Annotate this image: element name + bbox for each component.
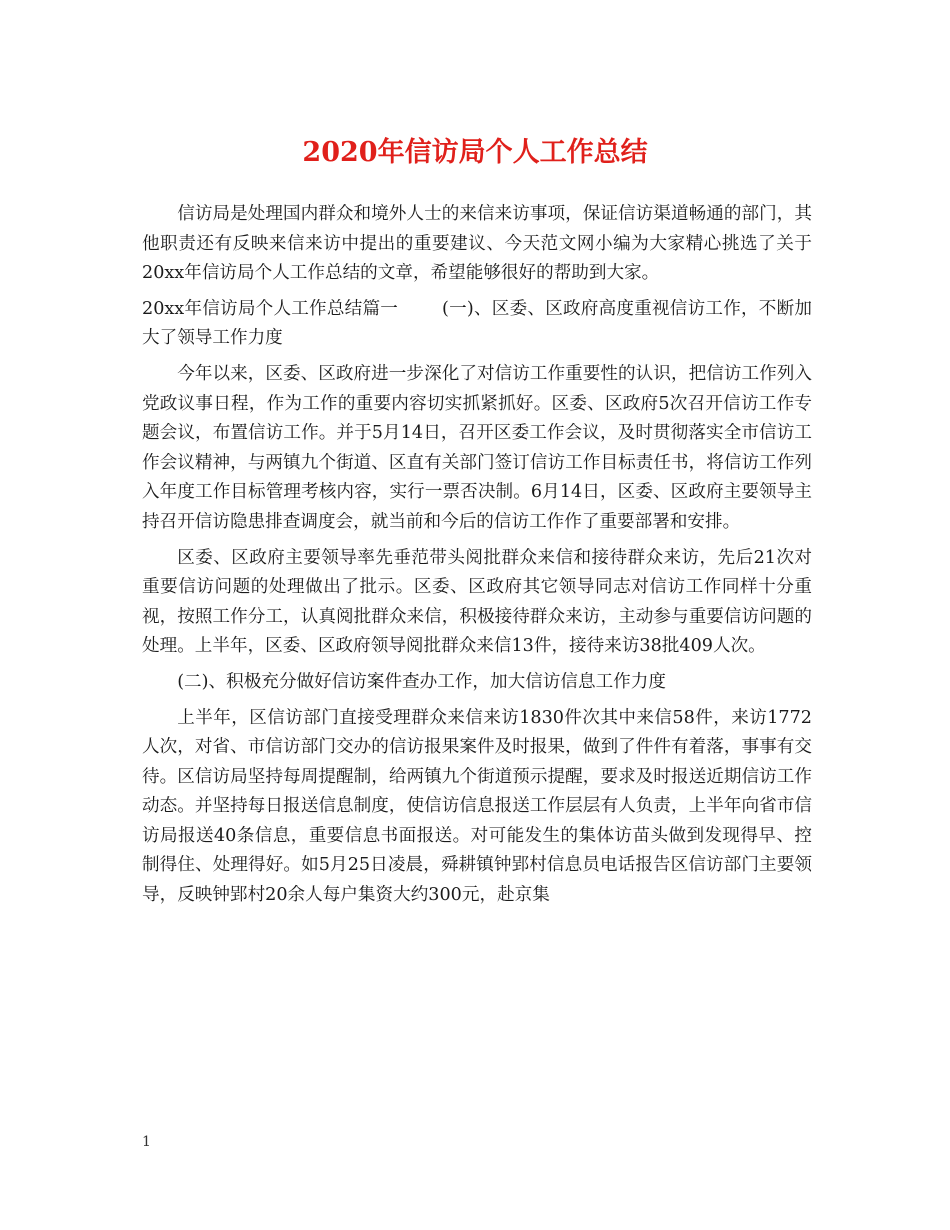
heading-1: (一)、区委、区政府高度重视信访工作，不断加大了领导工作力度 [142, 298, 812, 349]
paragraph-1: 今年以来，区委、区政府进一步深化了对信访工作重要性的认识，把信访工作列入党政议事日程，作为工作的重要内容切实抓紧抓好。区委、区政府5次召开信访工作专题会议，布置信访工作。并于5月14日，召开区委工作会议，及时贯彻落实全市信访工作会议精神，与两镇九个街道、区直有关部门签订信访工作目标责任书，将信访工作列入年度工作目标管理考核内容，实行一票否决制。6月14日，区委、区政府主要领导主持召开信访隐患排查调度会，就当前和今后的信访工作作了重要部署和安排。 [142, 363, 812, 532]
document-body [142, 200, 812, 917]
section-heading-paragraph [142, 295, 812, 354]
page-number: 1 [142, 1134, 151, 1150]
section-title: 20xx年信访局个人工作总结篇一 [142, 298, 399, 319]
heading-2: (二)、积极充分做好信访案件查办工作，加大信访信息工作力度 [177, 671, 666, 692]
intro-paragraph: 信访局是处理国内群众和境外人士的来信来访事项，保证信访渠道畅通的部门，其他职责还有反映来信来访中提出的重要建议、今天范文网小编为大家精心挑选了关于20xx年信访局个人工作总结的文章，希望能够很好的帮助到大家。 [142, 204, 812, 284]
paragraph-3: 上半年，区信访部门直接受理群众来信来访1830件次其中来信58件，来访1772人次，对省、市信访部门交办的信访报果案件及时报果，做到了件件有着落，事事有交待。区信访局坚持每周提醒制，给两镇九个街道预示提醒，要求及时报送近期信访工作动态。并坚持每日报送信息制度，使信访信息报送工作层层有人负责，上半年向省市信访局报送40条信息，重要信息书面报送。对可能发生的集体访苗头做到发现得早、控制得住、处理得好。如5月25日凌晨，舜耕镇钟郢村信息员电话报告区信访部门主要领导，反映钟郢村20余人每户集资大约300元，赴京集 [142, 707, 812, 906]
paragraph-2: 区委、区政府主要领导率先垂范带头阅批群众来信和接待群众来访，先后21次对重要信访问题的处理做出了批示。区委、区政府其它领导同志对信访工作同样十分重视，按照工作分工，认真阅批群众来信，积极接待群众来访，主动参与重要信访问题的处理。上半年，区委、区政府领导阅批群众来信13件，接待来访38批409人次。 [142, 547, 812, 657]
document-title: 2020年信访局个人工作总结 [302, 137, 648, 168]
